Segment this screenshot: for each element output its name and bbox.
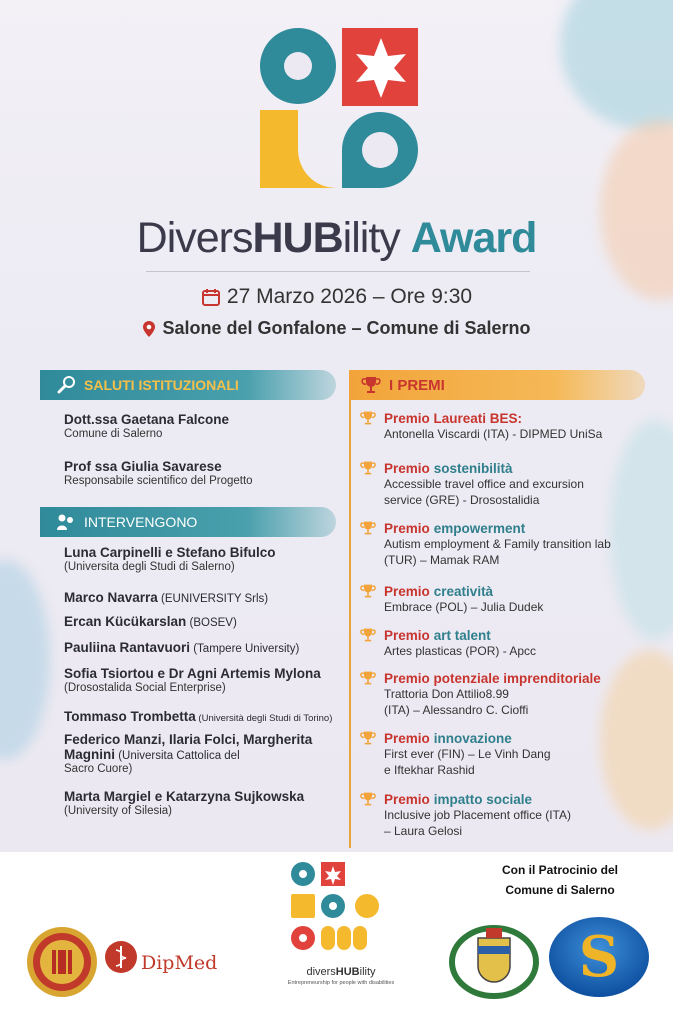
- section-saluti-title: SALUTI ISTITUZIONALI: [84, 377, 239, 393]
- speaker-name: Sofia Tsiortou e Dr Agni Artemis Mylona: [64, 666, 321, 681]
- event-title: [0, 214, 673, 263]
- saluti-person: [64, 412, 229, 442]
- saluti-person: [64, 459, 253, 489]
- title-award: Award: [410, 214, 537, 262]
- prize-category: creatività: [433, 583, 494, 599]
- event-date: [0, 285, 673, 309]
- title-part: ility: [342, 214, 400, 262]
- prize-item: [360, 520, 611, 568]
- speaker-item: [64, 640, 299, 655]
- section-premi-header: [349, 370, 645, 400]
- speaker-name: Marta Margiel e Katarzyna Sujkowska: [64, 789, 305, 804]
- speakers-icon: [56, 512, 76, 532]
- speaker-name: Luna Carpinelli e Stefano Bifulco: [64, 545, 276, 560]
- section-intervengono-header: [40, 507, 336, 537]
- speaker-item: [64, 545, 276, 575]
- speaker-org: (Tampere University): [190, 643, 300, 655]
- prize-title: Premio: [384, 730, 430, 746]
- trophy-icon: [360, 460, 376, 476]
- trophy-icon: [360, 583, 376, 599]
- prize-winner: (ITA) – Alessandro C. Cioffi: [384, 703, 529, 717]
- diversability-wordmark: [286, 966, 396, 978]
- speaker-item: [64, 590, 268, 605]
- section-premi-title: I PREMI: [389, 376, 445, 394]
- title-divider: [146, 271, 530, 272]
- speaker-name: Pauliina Rantavuori: [64, 640, 191, 655]
- speaker-affiliation: (Drosostalida Social Enterprise): [64, 682, 226, 694]
- prize-title: Premio: [384, 520, 430, 536]
- venue-text: Salone del Gonfalone – Comune di Salerno: [162, 318, 531, 338]
- prize-winner: e Iftekhar Rashid: [384, 763, 475, 777]
- title-part-hub: HUB: [252, 214, 343, 262]
- trophy-icon: [360, 410, 376, 426]
- speaker-item: [64, 732, 312, 777]
- prize-title: Premio: [384, 627, 430, 643]
- prize-winner: Antonella Viscardi (ITA) - DIPMED UniSa: [384, 427, 603, 441]
- event-venue: [0, 318, 673, 339]
- section-saluti-header: [40, 370, 336, 400]
- prize-item: [360, 460, 584, 508]
- speaker-org: (Università degli Studi di Torino): [195, 713, 333, 724]
- dipmed-wordmark: DipMed: [141, 952, 218, 974]
- prize-winner: Embrace (POL) – Julia Dudek: [384, 600, 544, 614]
- speaker-org: (Universita Cattolica del: [115, 750, 240, 762]
- speaker-item: [64, 789, 304, 819]
- brand-text-hub: HUB: [335, 966, 360, 978]
- prize-category: art talent: [433, 627, 491, 643]
- person-role: Responsabile scientifico del Progetto: [64, 475, 253, 487]
- dipmed-logo-icon: [104, 940, 138, 974]
- prize-winner: Trattoria Don Attilio8.99: [384, 687, 509, 701]
- trophy-icon: [360, 670, 376, 686]
- diversability-small-logo: [289, 860, 381, 960]
- speaker-item: [64, 709, 332, 724]
- patrocinio-line: Con il Patrocinio del: [501, 863, 618, 877]
- prize-title: Premio: [384, 460, 430, 476]
- prize-category: empowerment: [433, 520, 526, 536]
- speaker-org: (EUNIVERSITY Srls): [157, 593, 269, 605]
- prize-winner: Accessible travel office and excursion: [384, 477, 584, 491]
- prize-winner: Artes plasticas (POR) - Apcc: [384, 644, 537, 658]
- svg-text:S: S: [578, 924, 620, 990]
- brand-text: divers: [306, 966, 336, 978]
- comune-salerno-crest: [448, 916, 540, 1000]
- brand-text: ility: [359, 966, 376, 978]
- prize-category: innovazione: [433, 730, 512, 746]
- person-name: Prof ssa Giulia Savarese: [64, 459, 222, 474]
- speaker-name: Ercan Kücükarslan: [64, 614, 187, 629]
- trophy-icon: [360, 730, 376, 746]
- prize-title: Premio Laureati BES:: [384, 410, 523, 426]
- prize-winner: Autism employment & Family transition lab: [384, 537, 611, 551]
- prize-winner: (TUR) – Mamak RAM: [384, 553, 500, 567]
- prize-item: [360, 410, 602, 442]
- prize-category: sostenibilità: [433, 460, 513, 476]
- prize-item: [360, 627, 536, 659]
- speaker-org: (BOSEV): [186, 617, 237, 629]
- prize-winner: First ever (FIN) – Le Vinh Dang: [384, 747, 551, 761]
- date-text: 27 Marzo 2026 – Ore 9:30: [226, 285, 473, 308]
- prize-winner: Inclusive job Placement office (ITA): [384, 808, 571, 822]
- trophy-icon: [360, 627, 376, 643]
- prize-item: [360, 670, 605, 718]
- trophy-icon: [360, 791, 376, 807]
- speaker-affiliation: Sacro Cuore): [64, 763, 133, 775]
- prize-item: [360, 583, 543, 615]
- prize-title: Premio potenziale imprenditoriale: [384, 670, 601, 686]
- calendar-icon: [201, 287, 221, 307]
- speaker-name: Tommaso Trombetta: [64, 709, 196, 724]
- university-seal: [26, 926, 98, 998]
- patrocinio-text: [460, 860, 660, 900]
- prize-item: [360, 730, 551, 778]
- title-part: Divers: [136, 214, 253, 262]
- bg-shape: [560, 0, 673, 130]
- speaker-name: Marco Navarra: [64, 590, 158, 605]
- speaker-affiliation: (Universita degli Studi di Salerno): [64, 561, 235, 573]
- trophy-icon: [360, 520, 376, 536]
- prize-title: Premio: [384, 583, 430, 599]
- speaker-name: Federico Manzi, Ilaria Folci, Margherita: [64, 732, 313, 747]
- prize-winner: service (GRE) - Drosostalidia: [384, 493, 540, 507]
- diversability-logo: [258, 26, 418, 190]
- person-role: Comune di Salerno: [64, 428, 163, 440]
- speaker-affiliation: (University of Silesia): [64, 805, 172, 817]
- prize-title: Premio: [384, 791, 430, 807]
- speaker-item: [64, 614, 237, 629]
- person-name: Dott.ssa Gaetana Falcone: [64, 412, 230, 427]
- trophy-icon: [361, 375, 381, 395]
- speaker-item: [64, 666, 321, 696]
- section-intervengono-title: INTERVENGONO: [84, 514, 198, 530]
- patrocinio-line: Comune di Salerno: [505, 883, 615, 897]
- prize-winner: – Laura Gelosi: [384, 824, 463, 838]
- salerno-s-logo: [548, 916, 650, 998]
- speaker-name: Magnini: [64, 747, 115, 762]
- diversability-tagline: Entrepreneurship for people with disabilities: [287, 980, 395, 986]
- prize-item: [360, 791, 571, 839]
- microphone-icon: [56, 375, 76, 395]
- bg-shape: [600, 120, 673, 300]
- location-pin-icon: [142, 320, 156, 338]
- prize-category: impatto sociale: [433, 791, 533, 807]
- awards-divider-line: [349, 400, 351, 848]
